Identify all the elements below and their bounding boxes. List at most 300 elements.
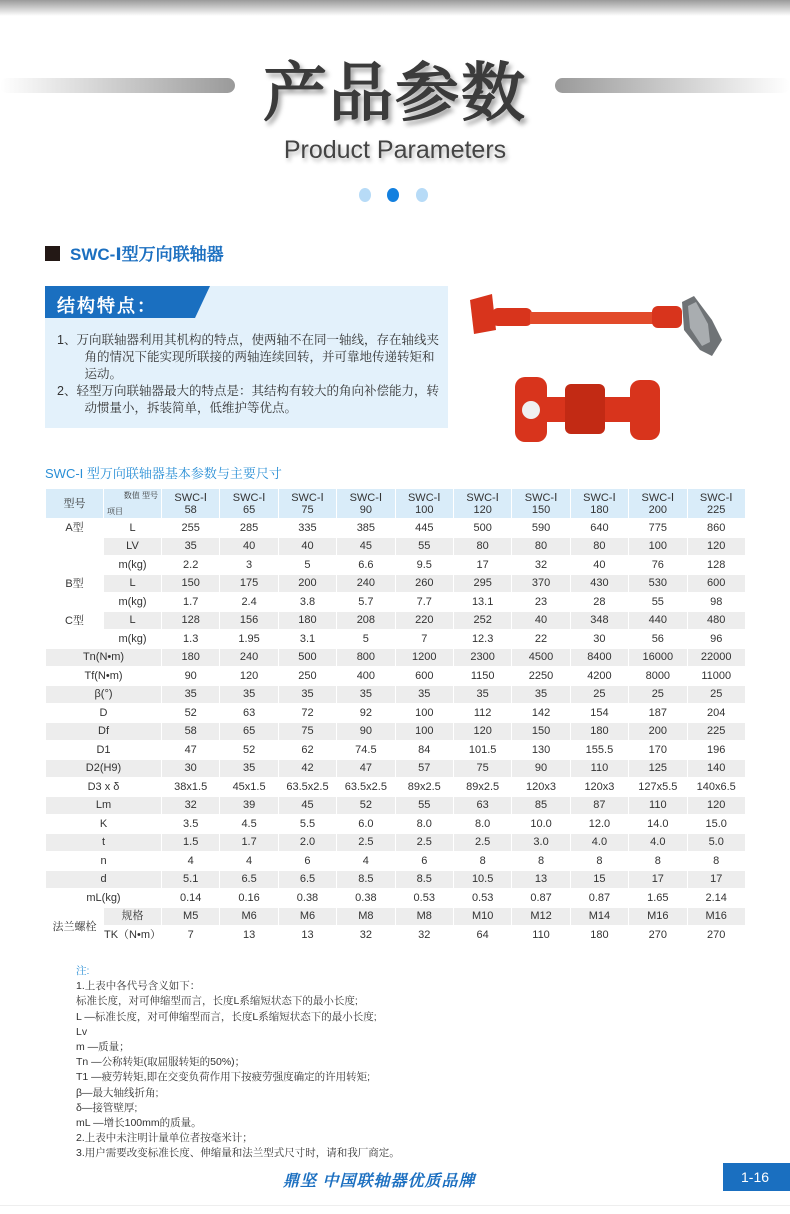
table-row: [46, 815, 746, 834]
corner-item: 项目: [107, 506, 123, 516]
table-cell: 75: [453, 759, 511, 778]
table-cell: 225: [687, 722, 745, 741]
table-cell: 4: [220, 852, 278, 871]
table-cell: 530: [629, 574, 687, 593]
table-cell: M5: [162, 907, 220, 926]
note-line: 1.上表中各代号含义如下：: [76, 980, 201, 993]
table-cell: 125: [629, 759, 687, 778]
table-cell: M6: [220, 907, 278, 926]
table-cell: 1.5: [162, 833, 220, 852]
header-model-series: SWC-Ⅰ: [583, 491, 616, 504]
table-cell: 32: [395, 926, 453, 945]
page-number: 1-16: [723, 1163, 790, 1191]
table-row: [46, 741, 746, 760]
table-row: [46, 926, 746, 945]
note-line: L —标准长度，对可伸缩型而言，长度L系缩短状态下的最小长度;: [76, 1010, 377, 1023]
feature-item: 2、轻型万向联轴器最大的特点是：其结构有较大的角向补偿能力，转动惯量小，拆装简单，低维护等优点。: [57, 384, 439, 415]
table-cell: 8: [453, 852, 511, 871]
header-model-series: SWC-Ⅰ: [232, 491, 266, 504]
header-model-series: SWC-Ⅰ: [349, 491, 383, 504]
table-cell: 35: [220, 759, 278, 778]
table-cell: 5.1: [162, 870, 220, 889]
header-model-series: SWC-Ⅰ: [174, 491, 207, 504]
table-cell: 52: [220, 741, 278, 760]
table-cell: 295: [453, 574, 511, 593]
table-cell: 63: [453, 796, 511, 815]
table-row: [46, 630, 746, 649]
row-item: L: [104, 611, 162, 630]
feature-item: 1、万向联轴器利用其机构的特点，使两轴不在同一轴线，存在轴线夹角的情况下能实现所联接的两轴连续回转，并可靠地传递转矩和运动。: [57, 333, 439, 381]
table-cell: 270: [629, 926, 687, 945]
table-cell: 40: [278, 537, 336, 556]
table-cell: 47: [337, 759, 395, 778]
table-cell: 56: [629, 630, 687, 649]
table-cell: 30: [570, 630, 628, 649]
table-cell: 25: [629, 685, 687, 704]
table-cell: 55: [395, 796, 453, 815]
table-cell: 155.5: [570, 741, 628, 760]
table-cell: 25: [570, 685, 628, 704]
table-cell: 400: [337, 667, 395, 686]
table-cell: 35: [395, 685, 453, 704]
row-label: t: [46, 833, 162, 852]
row-group: C型: [46, 611, 104, 648]
table-cell: 430: [570, 574, 628, 593]
table-row: [46, 889, 746, 908]
note-line: T1 —疲劳转矩,即在交变负荷作用下按疲劳强度确定的许用转矩;: [76, 1071, 371, 1084]
table-row: [46, 593, 746, 612]
page-title: 产品参数: [263, 57, 527, 131]
table-cell: 112: [453, 704, 511, 723]
table-cell: 80: [453, 537, 511, 556]
table-cell: M8: [337, 907, 395, 926]
table-cell: 14.0: [629, 815, 687, 834]
table-cell: 55: [629, 593, 687, 612]
table-cell: 52: [337, 796, 395, 815]
table-cell: 1.7: [220, 833, 278, 852]
table-cell: 590: [512, 519, 570, 538]
table-cell: 140: [687, 759, 745, 778]
table-cell: 440: [629, 611, 687, 630]
table-cell: 28: [570, 593, 628, 612]
table-cell: 11000: [687, 667, 745, 686]
table-cell: 0.38: [337, 889, 395, 908]
table-cell: 348: [570, 611, 628, 630]
row-label: D2(H9): [46, 759, 162, 778]
table-row: [46, 870, 746, 889]
table-cell: 800: [337, 648, 395, 667]
table-cell: 285: [220, 519, 278, 538]
table-cell: 8: [570, 852, 628, 871]
header-group: 型号: [46, 489, 104, 519]
row-label: Tf(N•m): [46, 667, 162, 686]
table-cell: 62: [278, 741, 336, 760]
table-cell: 385: [337, 519, 395, 538]
note-line: m —质量；: [76, 1041, 130, 1054]
note-line: 3.用户需要改变标准长度、伸缩量和法兰型式尺寸时，请和我厂商定。: [76, 1147, 400, 1160]
coupling-short-image: [505, 372, 670, 447]
table-cell: 150: [512, 722, 570, 741]
table-cell: 445: [395, 519, 453, 538]
table-cell: 80: [570, 537, 628, 556]
page-subtitle: Product Parameters: [283, 136, 507, 164]
table-row: [46, 556, 746, 575]
table-cell: 2.2: [162, 556, 220, 575]
table-cell: 0.14: [162, 889, 220, 908]
table-cell: 100: [395, 722, 453, 741]
table-cell: 35: [220, 685, 278, 704]
table-cell: 170: [629, 741, 687, 760]
table-cell: 5: [278, 556, 336, 575]
table-cell: 180: [570, 926, 628, 945]
table-cell: 250: [278, 667, 336, 686]
table-cell: 5.0: [687, 833, 745, 852]
table-cell: 600: [687, 574, 745, 593]
table-cell: 8.5: [395, 870, 453, 889]
table-cell: 4: [162, 852, 220, 871]
table-cell: 39: [220, 796, 278, 815]
table-cell: 4.0: [629, 833, 687, 852]
table-cell: 180: [570, 722, 628, 741]
table-cell: 156: [220, 611, 278, 630]
table-cell: 187: [629, 704, 687, 723]
row-label: d: [46, 870, 162, 889]
table-cell: 240: [220, 648, 278, 667]
table-cell: 150: [162, 574, 220, 593]
table-cell: 775: [629, 519, 687, 538]
dot-indicator: [416, 188, 428, 202]
table-cell: 40: [220, 537, 278, 556]
note-line: 2.上表中未注明计量单位者按毫米计；: [76, 1132, 253, 1145]
dot-indicator-active: [387, 188, 399, 202]
table-cell: 2.5: [337, 833, 395, 852]
row-item: m(kg): [104, 630, 162, 649]
table-cell: 0.53: [395, 889, 453, 908]
table-cell: 208: [337, 611, 395, 630]
brand-slogan: 鼎坚 中国联轴器优质品牌: [283, 1173, 476, 1190]
table-cell: 252: [453, 611, 511, 630]
header-model: [395, 489, 453, 519]
table-cell: 4: [337, 852, 395, 871]
table-cell: 196: [687, 741, 745, 760]
table-cell: 128: [687, 556, 745, 575]
table-cell: 2.5: [453, 833, 511, 852]
table-row: [46, 796, 746, 815]
table-cell: 13: [220, 926, 278, 945]
table-cell: 270: [687, 926, 745, 945]
header-model-series: SWC-Ⅰ: [466, 491, 499, 504]
table-cell: 1.3: [162, 630, 220, 649]
top-shade: [0, 0, 790, 16]
table-row: [46, 759, 746, 778]
header-model-size: 225: [707, 503, 726, 516]
dot-indicator: [359, 188, 371, 202]
table-cell: 5: [337, 630, 395, 649]
table-cell: M8: [395, 907, 453, 926]
table-cell: M16: [687, 907, 745, 926]
table-cell: 3.5: [162, 815, 220, 834]
note-line: Tn —公称转矩(取屈服转矩的50%)；: [76, 1056, 246, 1069]
row-label: β(°): [46, 685, 162, 704]
table-cell: 120: [687, 796, 745, 815]
table-cell: 55: [395, 537, 453, 556]
table-cell: 180: [278, 611, 336, 630]
table-cell: 110: [570, 759, 628, 778]
table-cell: 9.5: [395, 556, 453, 575]
table-cell: 96: [687, 630, 745, 649]
table-cell: 0.53: [453, 889, 511, 908]
table-title: SWC-I 型万向联轴器基本参数与主要尺寸: [45, 466, 282, 481]
table-cell: 90: [512, 759, 570, 778]
header-model: [220, 489, 278, 519]
table-cell: 7: [162, 926, 220, 945]
table-cell: 8.0: [453, 815, 511, 834]
table-cell: 4.5: [220, 815, 278, 834]
row-item: m(kg): [104, 556, 162, 575]
bottom-divider: [0, 1205, 790, 1206]
note-line: Lv: [76, 1025, 88, 1038]
table-row: [46, 907, 746, 926]
note-line: β—最大轴线折角;: [76, 1086, 159, 1099]
table-cell: 63: [220, 704, 278, 723]
table-cell: 16000: [629, 648, 687, 667]
table-cell: 32: [512, 556, 570, 575]
table-cell: 15: [570, 870, 628, 889]
table-cell: 0.38: [278, 889, 336, 908]
table-cell: 47: [162, 741, 220, 760]
table-cell: 40: [570, 556, 628, 575]
table-row: [46, 833, 746, 852]
table-cell: 1.7: [162, 593, 220, 612]
table-cell: 6.5: [278, 870, 336, 889]
table-cell: 130: [512, 741, 570, 760]
table-cell: 240: [337, 574, 395, 593]
table-cell: 13: [278, 926, 336, 945]
table-cell: 90: [337, 722, 395, 741]
table-cell: 30: [162, 759, 220, 778]
table-cell: 5.7: [337, 593, 395, 612]
table-cell: 45x1.5: [220, 778, 278, 797]
table-cell: 8.5: [337, 870, 395, 889]
header-model-size: 150: [531, 503, 551, 516]
table-cell: 5.5: [278, 815, 336, 834]
row-item: LV: [104, 537, 162, 556]
table-cell: 76: [629, 556, 687, 575]
table-cell: M10: [453, 907, 511, 926]
header-model-series: SWC-Ⅰ: [641, 491, 675, 504]
table-cell: 4500: [512, 648, 570, 667]
table-cell: 0.87: [512, 889, 570, 908]
table-cell: 500: [278, 648, 336, 667]
table-cell: 4.0: [570, 833, 628, 852]
table-row: [46, 704, 746, 723]
table-cell: 72: [278, 704, 336, 723]
header-model-series: SWC-Ⅰ: [291, 491, 324, 504]
note-line: δ—接管壁厚;: [76, 1101, 138, 1114]
table-cell: 52: [162, 704, 220, 723]
row-item: 规格: [104, 907, 162, 926]
header-model-series: SWC-Ⅰ: [699, 491, 733, 504]
table-cell: 127x5.5: [629, 778, 687, 797]
row-label: D: [46, 704, 162, 723]
table-cell: M14: [570, 907, 628, 926]
table-cell: 32: [162, 796, 220, 815]
table-cell: 57: [395, 759, 453, 778]
table-cell: 200: [629, 722, 687, 741]
row-label: Lm: [46, 796, 162, 815]
table-cell: 85: [512, 796, 570, 815]
table-cell: 0.16: [220, 889, 278, 908]
table-cell: 180: [162, 648, 220, 667]
row-label: D1: [46, 741, 162, 760]
table-cell: 2300: [453, 648, 511, 667]
header-corner: [104, 489, 162, 519]
header-model: [162, 489, 220, 519]
row-group: 法兰螺栓: [46, 907, 104, 944]
table-cell: 75: [278, 722, 336, 741]
table-row: [46, 519, 746, 538]
table-cell: 142: [512, 704, 570, 723]
parameters-table: [45, 488, 746, 945]
table-cell: 17: [629, 870, 687, 889]
table-cell: 74.5: [337, 741, 395, 760]
table-cell: 80: [512, 537, 570, 556]
table-cell: 12.0: [570, 815, 628, 834]
coupling-long-image: [462, 290, 727, 360]
table-cell: 2.5: [395, 833, 453, 852]
table-cell: 640: [570, 519, 628, 538]
table-cell: 1.95: [220, 630, 278, 649]
table-cell: 6.5: [220, 870, 278, 889]
table-cell: 63.5x2.5: [337, 778, 395, 797]
header-model: [570, 489, 628, 519]
table-cell: 4200: [570, 667, 628, 686]
corner-model: 型号: [142, 490, 158, 500]
table-cell: 860: [687, 519, 745, 538]
table-cell: 65: [220, 722, 278, 741]
header-model: [687, 489, 745, 519]
table-cell: 35: [453, 685, 511, 704]
table-cell: 1150: [453, 667, 511, 686]
table-cell: 120: [220, 667, 278, 686]
header-model-size: 58: [184, 503, 197, 516]
table-cell: 3.8: [278, 593, 336, 612]
table-cell: 35: [278, 685, 336, 704]
table-cell: M6: [278, 907, 336, 926]
table-cell: 22000: [687, 648, 745, 667]
table-cell: 175: [220, 574, 278, 593]
table-cell: 8: [629, 852, 687, 871]
section-heading: [45, 240, 224, 265]
table-cell: 128: [162, 611, 220, 630]
table-cell: 3.0: [512, 833, 570, 852]
section-title: SWC-Ⅰ型万向联轴器: [70, 245, 224, 264]
table-cell: 6: [395, 852, 453, 871]
table-cell: 25: [687, 685, 745, 704]
table-cell: 2.4: [220, 593, 278, 612]
table-cell: 480: [687, 611, 745, 630]
table-cell: 3: [220, 556, 278, 575]
header-model: [629, 489, 687, 519]
table-cell: 7: [395, 630, 453, 649]
row-label: D3 x δ: [46, 778, 162, 797]
header-model-series: SWC-Ⅰ: [524, 491, 558, 504]
table-cell: M12: [512, 907, 570, 926]
header-model: [453, 489, 511, 519]
table-cell: 10.0: [512, 815, 570, 834]
table-cell: 110: [629, 796, 687, 815]
header-model-size: 200: [648, 503, 667, 516]
row-item: TK（N•m）: [104, 926, 162, 945]
table-cell: 2.0: [278, 833, 336, 852]
table-cell: 38x1.5: [162, 778, 220, 797]
table-cell: 64: [453, 926, 511, 945]
header-model-size: 75: [301, 503, 314, 516]
table-cell: 204: [687, 704, 745, 723]
header-model: [337, 489, 395, 519]
table-cell: 42: [278, 759, 336, 778]
table-cell: 260: [395, 574, 453, 593]
table-cell: 3.1: [278, 630, 336, 649]
table-cell: 120: [453, 722, 511, 741]
row-item: L: [104, 574, 162, 593]
table-cell: 500: [453, 519, 511, 538]
table-row: [46, 722, 746, 741]
corner-value: 数值: [123, 490, 140, 500]
row-label: n: [46, 852, 162, 871]
table-cell: 35: [162, 685, 220, 704]
header-model-size: 180: [590, 503, 609, 516]
table-row: [46, 778, 746, 797]
table-cell: 120x3: [570, 778, 628, 797]
table-cell: 90: [162, 667, 220, 686]
table-row: [46, 667, 746, 686]
header-model-size: 65: [242, 503, 256, 516]
table-cell: 23: [512, 593, 570, 612]
table-cell: 8.0: [395, 815, 453, 834]
table-cell: 8400: [570, 648, 628, 667]
header-model-size: 100: [415, 503, 434, 516]
table-cell: 2250: [512, 667, 570, 686]
table-cell: 84: [395, 741, 453, 760]
table-cell: 32: [337, 926, 395, 945]
header-model: [512, 489, 570, 519]
notes-heading: 注:: [76, 965, 90, 977]
table-row: [46, 685, 746, 704]
table-cell: 22: [512, 630, 570, 649]
header-model-size: 90: [359, 503, 372, 516]
row-group: A型: [46, 519, 104, 575]
table-cell: 45: [337, 537, 395, 556]
table-cell: M16: [629, 907, 687, 926]
table-cell: 8000: [629, 667, 687, 686]
table-cell: 101.5: [453, 741, 511, 760]
table-cell: 45: [278, 796, 336, 815]
features-heading: 结构特点：: [45, 286, 195, 318]
table-cell: 8: [512, 852, 570, 871]
row-label: Tn(N•m): [46, 648, 162, 667]
table-cell: 220: [395, 611, 453, 630]
header-model: [278, 489, 336, 519]
row-item: m(kg): [104, 593, 162, 612]
table-cell: 6.6: [337, 556, 395, 575]
row-group: B型: [46, 574, 104, 611]
notes: [76, 964, 400, 1162]
table-cell: 87: [570, 796, 628, 815]
table-cell: 12.3: [453, 630, 511, 649]
table-row: [46, 574, 746, 593]
table-cell: 120x3: [512, 778, 570, 797]
